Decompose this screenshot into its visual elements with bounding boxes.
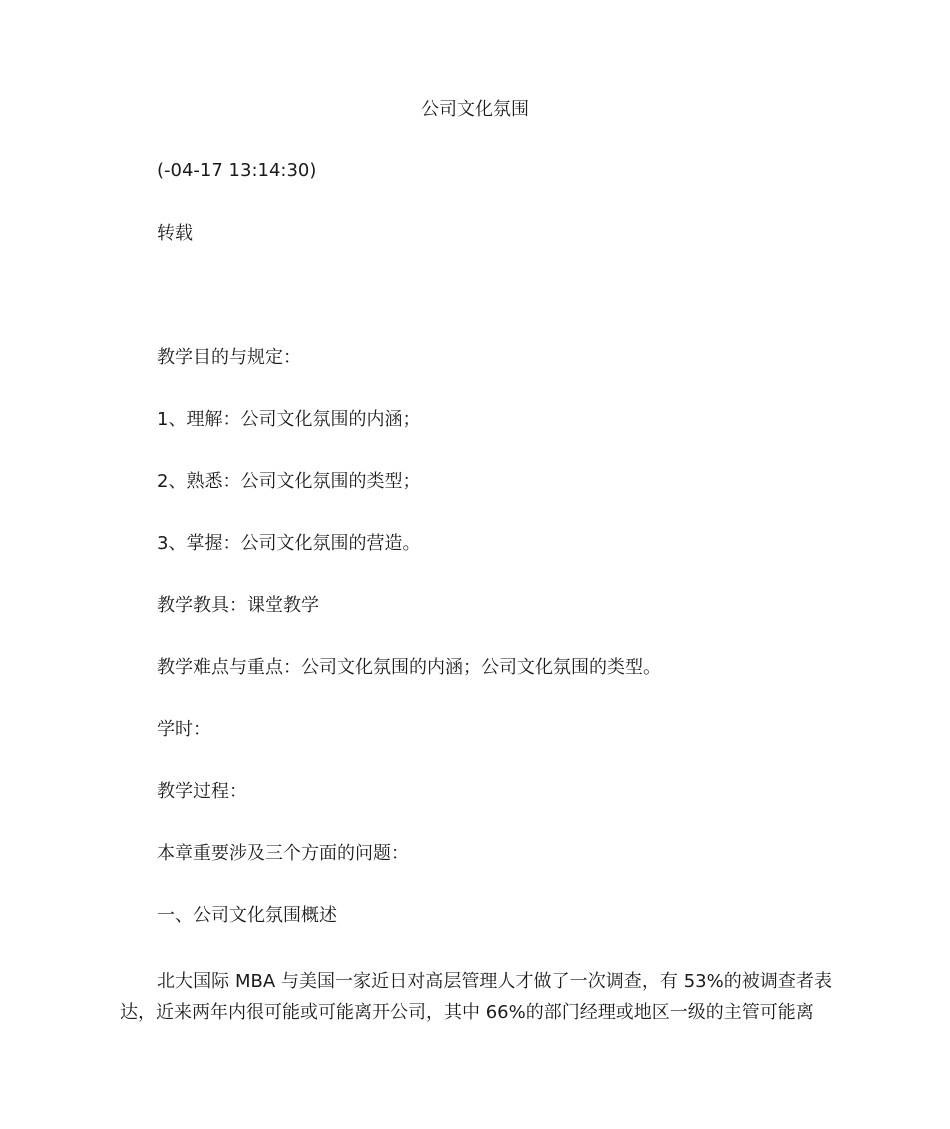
section-heading-1: 一、公司文化氛围概述	[157, 905, 337, 926]
timestamp-line: (-04-17 13:14:30)	[157, 160, 317, 181]
key-points-line: 教学难点与重点：公司文化氛围的内涵；公司文化氛围的类型。	[157, 657, 661, 678]
teaching-goals-heading: 教学目的与规定：	[157, 347, 301, 368]
teaching-tools-line: 教学教具：课堂教学	[157, 595, 319, 616]
chapter-intro-line: 本章重要涉及三个方面的问题：	[157, 843, 409, 864]
body-paragraph: 北大国际 MBA 与美国一家近日对高层管理人才做了一次调查，有 53%的被调查者表达，近来两年内很可能或可能离开公司，其中 66%的部门经理或地区一级的主管可能离	[120, 971, 832, 1023]
goal-item-2: 2、熟悉：公司文化氛围的类型；	[157, 471, 421, 492]
teaching-process-line: 教学过程：	[157, 781, 247, 802]
class-hours-line: 学时：	[157, 719, 211, 740]
goal-item-3: 3、掌握：公司文化氛围的营造。	[157, 533, 421, 554]
document-title: 公司文化氛围	[421, 99, 529, 120]
goal-item-1: 1、理解：公司文化氛围的内涵；	[157, 409, 421, 430]
repost-label: 转载	[157, 223, 193, 244]
